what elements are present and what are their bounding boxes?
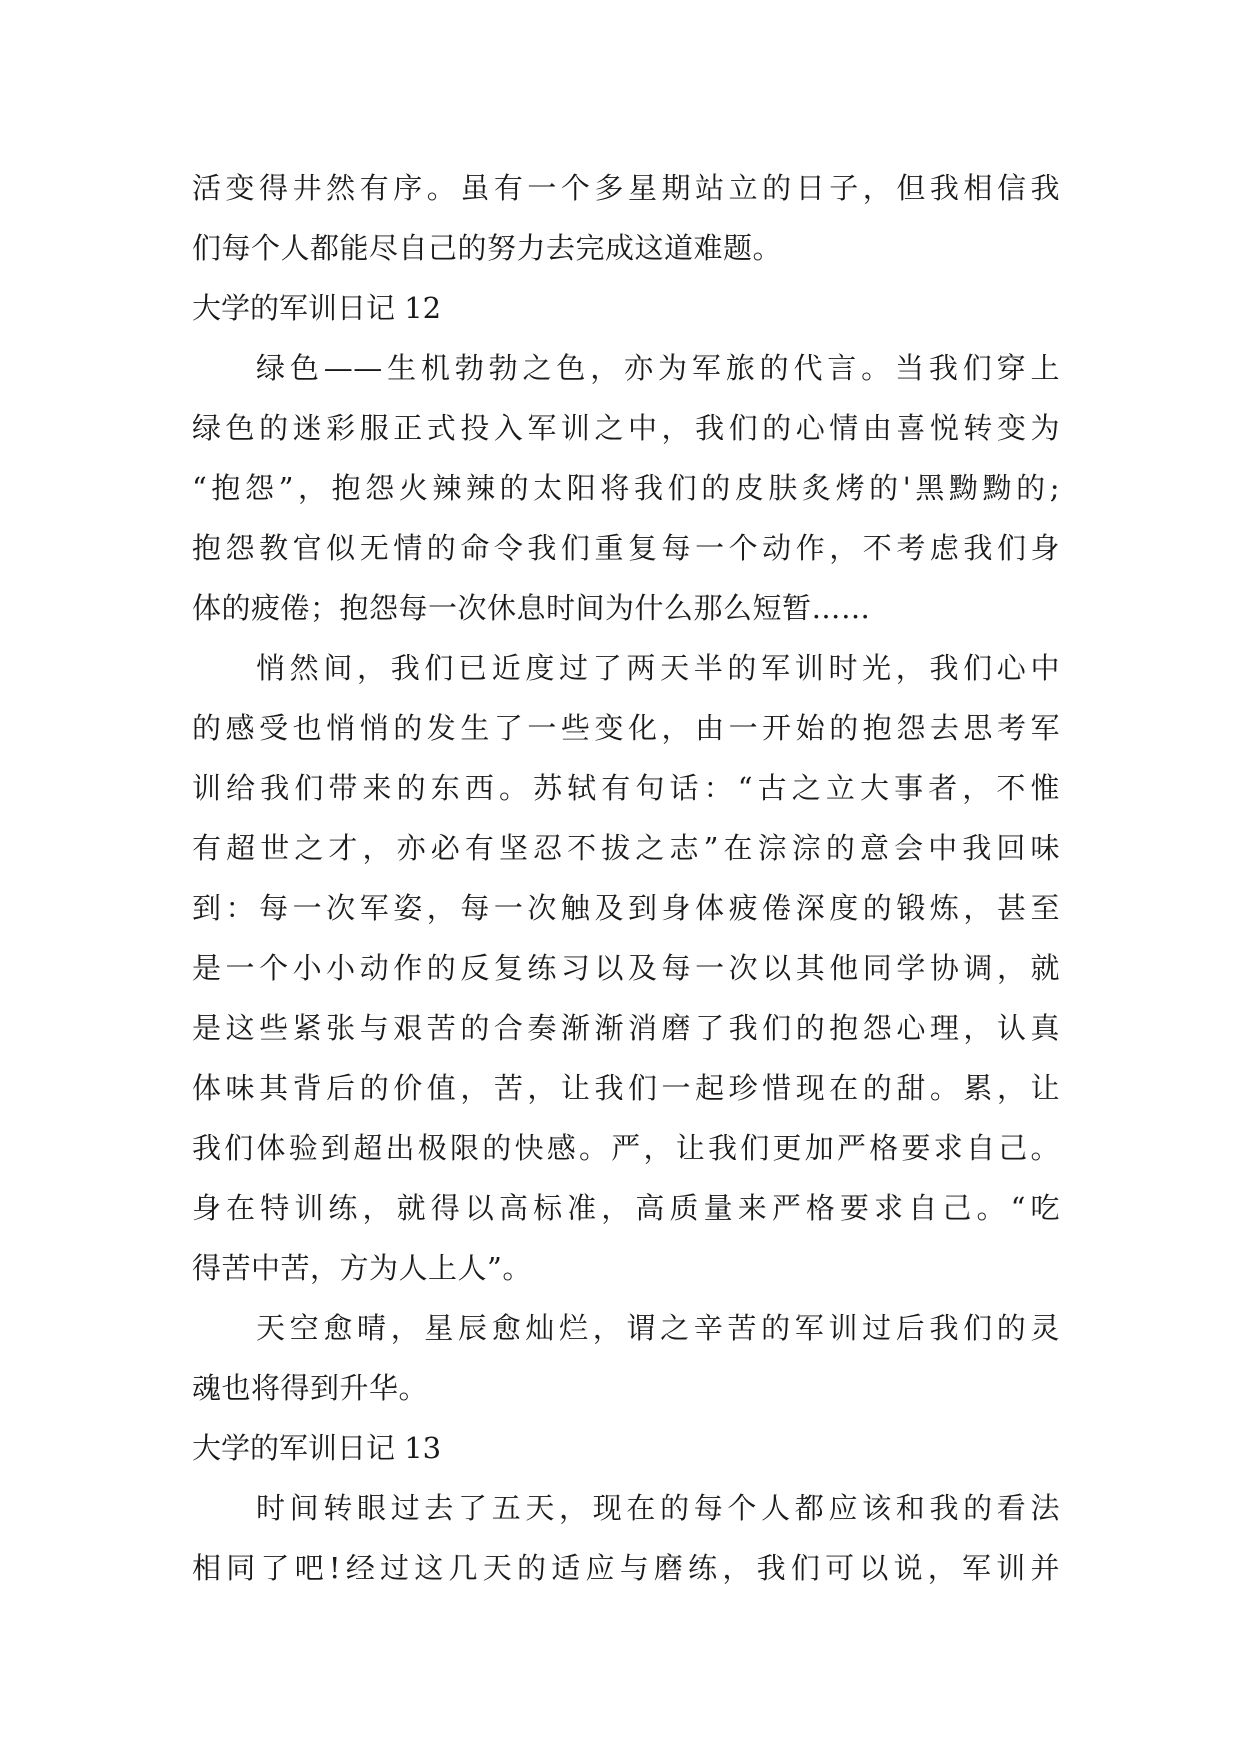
paragraph-line: 绿色——生机勃勃之色，亦为军旅的代言。当我们穿上: [256, 351, 1060, 385]
paragraph-line: 我们体验到超出极限的快感。严，让我们更加严格要求自己。: [192, 1131, 1060, 1165]
paragraph-line: 训给我们带来的东西。苏轼有句话：“古之立大事者，不惟: [192, 771, 1060, 805]
paragraph-line: “抱怨”，抱怨火辣辣的太阳将我们的皮肤炙烤的'黑黝黝的;: [192, 471, 1060, 505]
paragraph-line: 是一个小小动作的反复练习以及每一次以其他同学协调，就: [192, 951, 1060, 985]
document-page: [192, 158, 1060, 1598]
paragraph-line: 有超世之才，亦必有坚忍不拔之志”在淙淙的意会中我回味: [192, 831, 1060, 865]
paragraph-line: 体味其背后的价值，苦，让我们一起珍惜现在的甜。累，让: [192, 1071, 1060, 1105]
diary-heading-12: 大学的军训日记 12: [192, 291, 442, 325]
paragraph-line: 体的疲倦；抱怨每一次休息时间为什么那么短暂……: [192, 591, 871, 625]
paragraph-line: 身在特训练，就得以高标准，高质量来严格要求自己。“吃: [192, 1191, 1060, 1225]
paragraph-line: 活变得井然有序。虽有一个多星期站立的日子，但我相信我: [192, 171, 1060, 205]
paragraph-line: 得苦中苦，方为人上人”。: [192, 1251, 532, 1285]
paragraph-line: 是这些紧张与艰苦的合奏渐渐消磨了我们的抱怨心理，认真: [192, 1011, 1060, 1045]
paragraph-line: 到：每一次军姿，每一次触及到身体疲倦深度的锻炼，甚至: [192, 891, 1060, 925]
paragraph-line: 魂也将得到升华。: [192, 1371, 429, 1405]
diary-heading-13: 大学的军训日记 13: [192, 1431, 442, 1465]
paragraph-line: 抱怨教官似无情的命令我们重复每一个动作，不考虑我们身: [192, 531, 1060, 565]
paragraph-line: 相同了吧!经过这几天的适应与磨练，我们可以说，军训并: [192, 1551, 1060, 1585]
paragraph-line: 绿色的迷彩服正式投入军训之中，我们的心情由喜悦转变为: [192, 411, 1060, 445]
paragraph-line: 时间转眼过去了五天，现在的每个人都应该和我的看法: [256, 1491, 1060, 1525]
paragraph-line: 天空愈晴，星辰愈灿烂，谓之辛苦的军训过后我们的灵: [256, 1311, 1060, 1345]
paragraph-line: 们每个人都能尽自己的努力去完成这道难题。: [192, 231, 783, 265]
paragraph-line: 的感受也悄悄的发生了一些变化，由一开始的抱怨去思考军: [192, 711, 1060, 745]
paragraph-line: 悄然间，我们已近度过了两天半的军训时光，我们心中: [256, 651, 1060, 685]
